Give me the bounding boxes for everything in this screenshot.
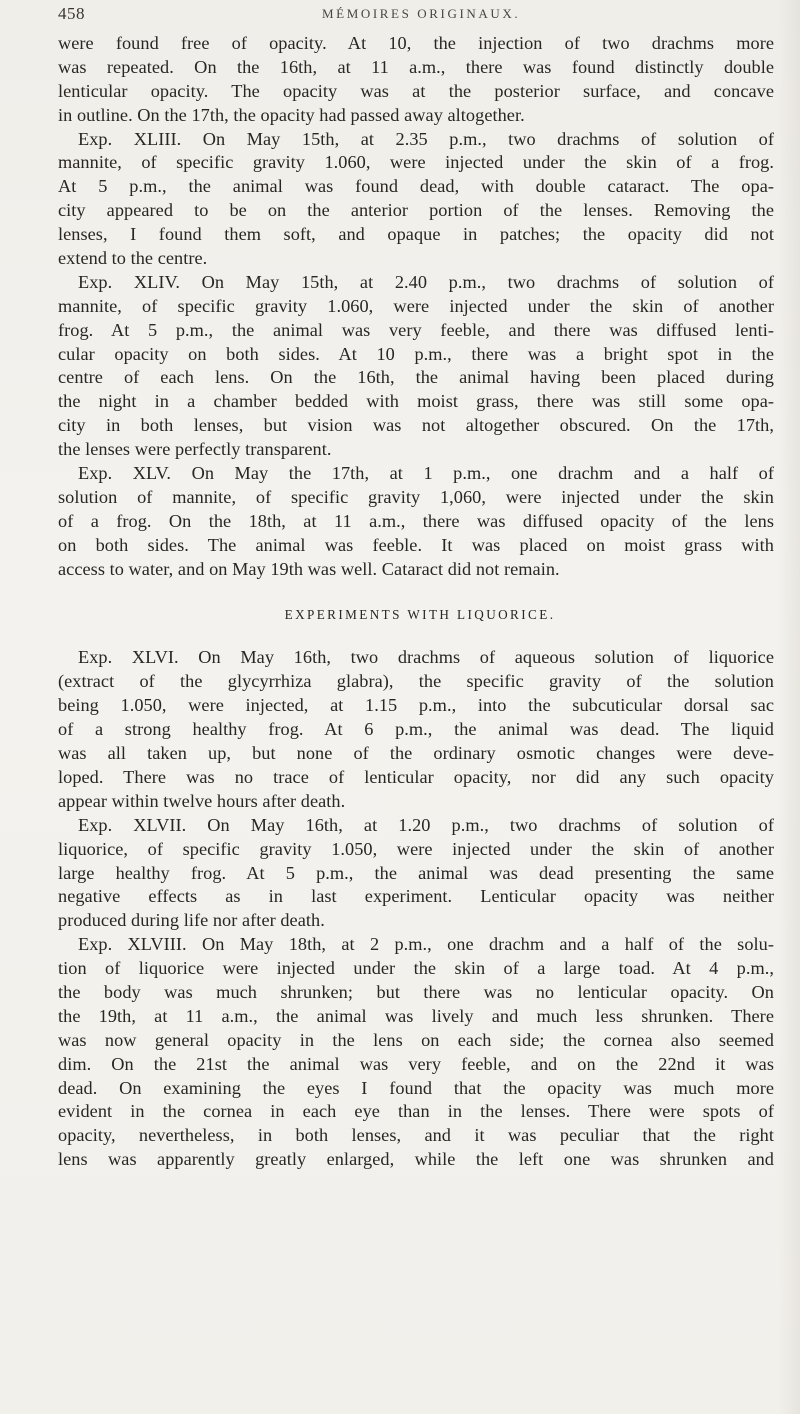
paragraph-exp-xliv bbox=[58, 271, 774, 462]
text-line: frog. At 5 p.m., the animal was very feeble, and there was diffused lenti- bbox=[58, 319, 774, 340]
section-heading: EXPERIMENTS WITH LIQUORICE. bbox=[284, 607, 556, 623]
text-line: were found free of opacity. At 10, the injection of two drachms more bbox=[58, 33, 774, 53]
text-line: produced during life nor after death. bbox=[58, 910, 325, 931]
paragraph-exp-xlv bbox=[58, 462, 774, 581]
body-text bbox=[58, 32, 774, 1172]
text-line: of a strong healthy frog. At 6 p.m., the animal was dead. The liquid bbox=[58, 719, 774, 740]
text-line: the night in a chamber bedded with moist grass, there was still some opa- bbox=[58, 391, 774, 412]
text-line: lenticular opacity. The opacity was at the posterior surface, and concave bbox=[58, 80, 774, 101]
text-line: lenses, I found them soft, and opaque in patches; the opacity did not bbox=[58, 224, 774, 245]
text-line: Exp. XLV. On May the 17th, at 1 p.m., one drachm and a half of bbox=[78, 463, 774, 484]
text-line: appear within twelve hours after death. bbox=[58, 790, 346, 811]
text-line: dim. On the 21st the animal was very feeble, and on the 22nd it was bbox=[58, 1053, 774, 1074]
text-line: liquorice, of specific gravity 1.050, were injected under the skin of another bbox=[58, 838, 774, 859]
text-line: was repeated. On the 16th, at 11 a.m., there was found distinctly double bbox=[58, 56, 774, 77]
text-line: was all taken up, but none of the ordinary osmotic changes were deve- bbox=[58, 743, 774, 764]
text-line: opacity, nevertheless, in both lenses, and it was peculiar that the right bbox=[58, 1125, 774, 1146]
text-line: extend to the centre. bbox=[58, 248, 208, 269]
text-line: the body was much shrunken; but there was no lenticular opacity. On bbox=[58, 981, 774, 1002]
text-line: Exp. XLVIII. On May 18th, at 2 p.m., one drachm and a half of the solu- bbox=[78, 934, 774, 955]
text-line: large healthy frog. At 5 p.m., the animal was dead presenting the same bbox=[58, 862, 774, 883]
text-line: of a frog. On the 18th, at 11 a.m., there was diffused opacity of the lens bbox=[58, 510, 774, 531]
running-head: MÉMOIRES ORIGINAUX. bbox=[322, 6, 521, 21]
paragraph-exp-xlvi bbox=[58, 646, 774, 813]
text-line: Exp. XLVII. On May 16th, at 1.20 p.m., two drachms of solution of bbox=[78, 814, 774, 835]
text-line: being 1.050, were injected, at 1.15 p.m., into the subcuticular dorsal sac bbox=[58, 695, 774, 716]
text-line: mannite, of specific gravity 1.060, were injected under the skin of another bbox=[58, 295, 774, 316]
text-line: mannite, of specific gravity 1.060, were injected under the skin of a frog. bbox=[58, 152, 774, 173]
text-line: on both sides. The animal was feeble. It was placed on moist grass with bbox=[58, 534, 774, 555]
text-line: Exp. XLIII. On May 15th, at 2.35 p.m., two drachms of solution of bbox=[78, 128, 774, 149]
text-line: in outline. On the 17th, the opacity had passed away altogether. bbox=[58, 104, 525, 125]
paragraph-exp-xlvii bbox=[58, 814, 774, 933]
text-line: loped. There was no trace of lenticular opacity, nor did any such opacity bbox=[58, 766, 774, 787]
text-line: evident in the cornea in each eye than in the lenses. There were spots of bbox=[58, 1101, 774, 1122]
text-line: the lenses were perfectly transparent. bbox=[58, 439, 332, 460]
paragraph-exp-xlviii bbox=[58, 933, 774, 1172]
text-line: solution of mannite, of specific gravity 1,060, were injected under the skin bbox=[58, 486, 774, 507]
text-line: was now general opacity in the lens on each side; the cornea also seemed bbox=[58, 1029, 774, 1050]
text-line: tion of liquorice were injected under the skin of a large toad. At 4 p.m., bbox=[58, 958, 774, 979]
page-number: 458 bbox=[58, 4, 85, 23]
text-line: Exp. XLVI. On May 16th, two drachms of aqueous solution of liquorice bbox=[78, 647, 774, 668]
text-line: cular opacity on both sides. At 10 p.m., there was a bright spot in the bbox=[58, 343, 774, 364]
text-line: negative effects as in last experiment. Lenticular opacity was neither bbox=[58, 886, 774, 907]
text-line: access to water, and on May 19th was well. Cataract did not remain. bbox=[58, 558, 560, 579]
page-edge-shadow bbox=[778, 0, 800, 1414]
text-line: Exp. XLIV. On May 15th, at 2.40 p.m., two drachms of solution of bbox=[78, 271, 774, 292]
paragraph-continuation bbox=[58, 32, 774, 128]
text-line: (extract of the glycyrrhiza glabra), the specific gravity of the solution bbox=[58, 671, 774, 692]
text-line: city in both lenses, but vision was not altogether obscured. On the 17th, bbox=[58, 415, 774, 436]
text-line: At 5 p.m., the animal was found dead, with double cataract. The opa- bbox=[58, 176, 774, 197]
page-header bbox=[58, 4, 758, 26]
text-line: lens was apparently greatly enlarged, while the left one was shrunken and bbox=[58, 1149, 774, 1170]
text-line: city appeared to be on the anterior portion of the lenses. Removing the bbox=[58, 200, 774, 221]
paragraph-exp-xliii bbox=[58, 128, 774, 271]
text-line: dead. On examining the eyes I found that the opacity was much more bbox=[58, 1077, 774, 1098]
text-line: the 19th, at 11 a.m., the animal was lively and much less shrunken. There bbox=[58, 1005, 774, 1026]
text-line: centre of each lens. On the 16th, the animal having been placed during bbox=[58, 367, 774, 388]
